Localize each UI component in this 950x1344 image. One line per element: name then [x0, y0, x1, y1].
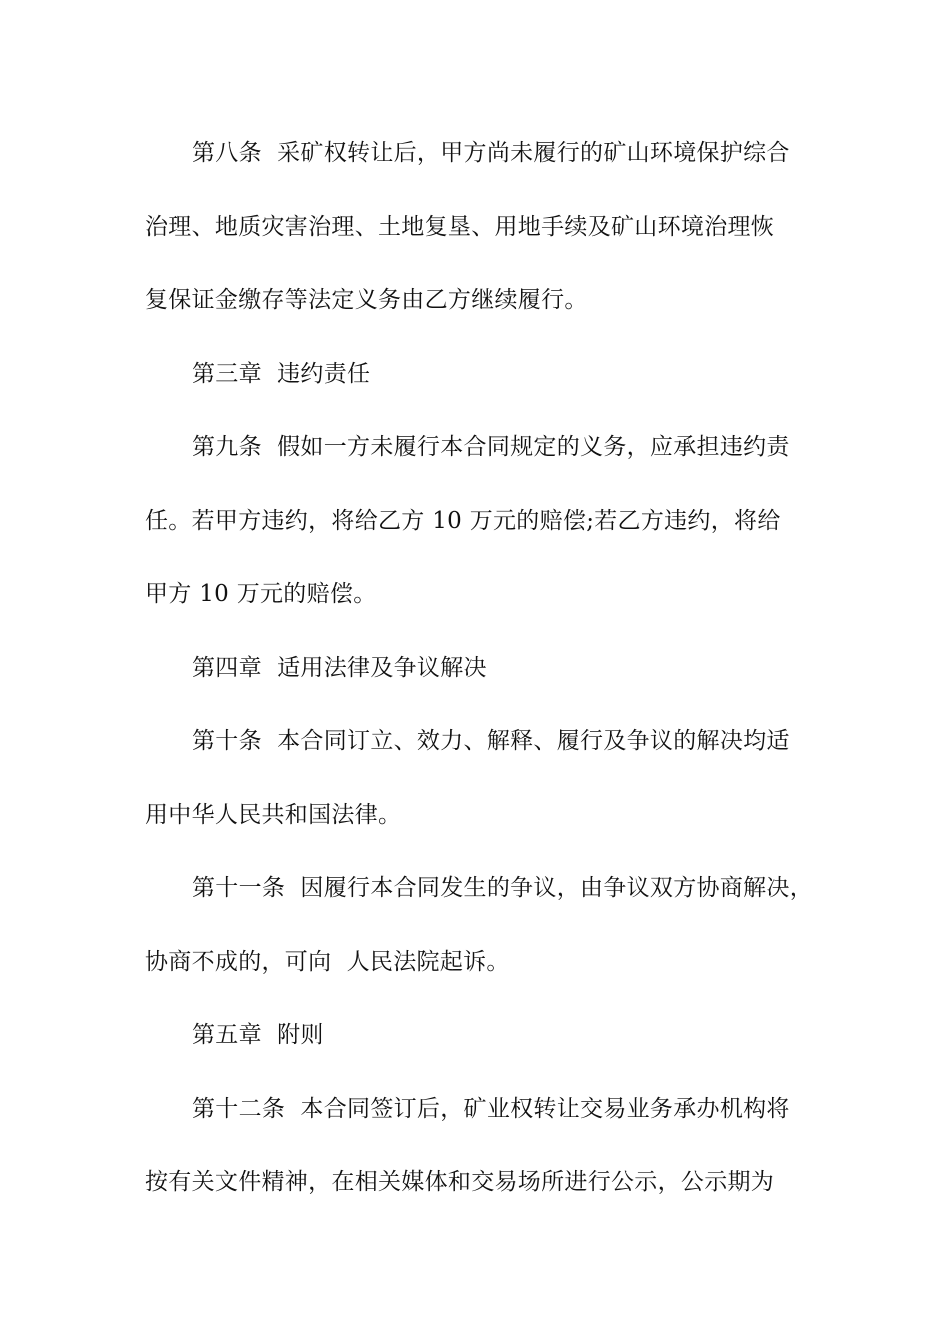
chapter-heading: 第四章 适用法律及争议解决	[192, 654, 487, 681]
paragraph-line: 第八条 采矿权转让后，甲方尚未履行的矿山环境保护综合	[192, 140, 790, 166]
paragraph-line: 协商不成的，可向 人民法院起诉。	[145, 948, 510, 975]
paragraph-line: 甲方 10 万元的赔偿。	[145, 581, 377, 607]
paragraph-line: 第十一条 因履行本合同发生的争议，由争议双方协商解决，	[192, 875, 814, 901]
paragraph-line: 第十条 本合同订立、效力、解释、履行及争议的解决均适	[192, 728, 790, 754]
paragraph-line: 任。若甲方违约，将给乙方 10 万元的赔偿;若乙方违约，将给	[145, 507, 781, 534]
paragraph-line: 第十二条 本合同签订后，矿业权转让交易业务承办机构将	[192, 1095, 790, 1122]
chapter-heading: 第三章 违约责任	[192, 360, 371, 387]
paragraph-line: 第九条 假如一方未履行本合同规定的义务，应承担违约责	[192, 434, 790, 460]
paragraph-line: 用中华人民共和国法律。	[145, 801, 402, 828]
document-body	[145, 124, 814, 1227]
chapter-heading: 第五章 附则	[192, 1022, 324, 1048]
paragraph-line: 按有关文件精神，在相关媒体和交易场所进行公示，公示期为	[145, 1169, 775, 1195]
paragraph-line: 复保证金缴存等法定义务由乙方继续履行。	[145, 287, 588, 313]
paragraph-line: 治理、地质灾害治理、土地复垦、用地手续及矿山环境治理恢	[145, 213, 775, 240]
